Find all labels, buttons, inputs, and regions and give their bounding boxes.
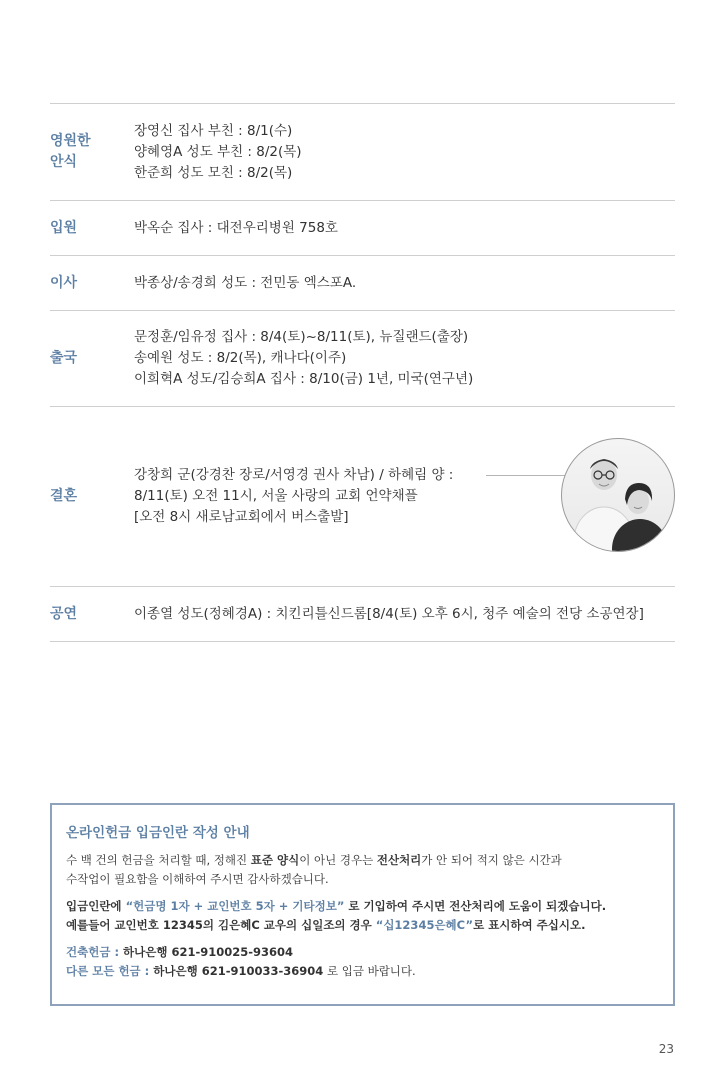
notice-highlight: “헌금명 1자 + 교인번호 5자 + 기타정보” — [125, 899, 345, 913]
spacer — [66, 889, 658, 897]
notice-paragraph — [66, 916, 658, 935]
account-number: 하나은행 621-910025-93604 — [123, 945, 294, 959]
couple-illustration — [562, 439, 674, 551]
row-label: 결혼 — [50, 488, 78, 504]
row-label: 영원한 안식 — [50, 133, 91, 170]
notice-title: 온라인헌금 입금인란 작성 안내 — [66, 825, 250, 841]
row-departure — [50, 311, 675, 407]
notice-paragraph — [66, 851, 658, 870]
notice-text-bold: 전산처리 — [376, 853, 422, 867]
notice-text-bold: 표준 양식 — [250, 853, 300, 867]
online-offering-notice — [50, 803, 675, 1006]
notice-text: 예를들어 교인번호 12345의 김은혜C 교우의 십일조의 경우 — [66, 918, 376, 932]
notice-text: 로 기입하여 주시면 전산처리에 도움이 되겠습니다. — [344, 899, 607, 913]
account-building-fund — [66, 943, 658, 962]
row-line: 이희혁A 성도/김승희A 집사 : 8/10(금) 1년, 미국(연구년) — [134, 371, 474, 387]
notice-paragraph — [66, 897, 658, 916]
church-news-table — [50, 103, 675, 642]
row-line: 장영신 집사 부친 : 8/1(수) — [134, 122, 293, 139]
connector-line — [486, 475, 566, 476]
row-content — [134, 218, 675, 239]
row-line: 문정훈/임유정 집사 : 8/4(토)~8/11(토), 뉴질랜드(출장) — [134, 329, 469, 345]
row-moving — [50, 256, 675, 311]
row-content — [134, 121, 675, 184]
row-line: 송예원 성도 : 8/2(목), 캐나다(이주) — [134, 350, 347, 366]
row-content — [134, 604, 675, 625]
account-number: 하나은행 621-910033-36904 — [153, 964, 324, 978]
notice-paragraph: 수작업이 필요함을 이해하여 주시면 감사하겠습니다. — [66, 872, 329, 886]
row-label: 입원 — [50, 219, 78, 236]
row-content — [134, 273, 675, 294]
row-hospitalization — [50, 201, 675, 256]
row-line: 양혜영A 성도 부친 : 8/2(목) — [134, 143, 302, 160]
row-line: 한준희 성도 모친 : 8/2(목) — [134, 164, 293, 181]
row-label: 이사 — [50, 274, 78, 291]
wedding-couple-photo — [561, 438, 675, 552]
row-line: [오전 8시 새로남교회에서 버스출발] — [134, 509, 349, 525]
row-rest-in-peace — [50, 104, 675, 201]
account-other-offerings — [66, 962, 658, 981]
row-line: 8/11(토) 오전 11시, 서울 사랑의 교회 언약채플 — [134, 488, 418, 504]
account-label: 건축헌금 : — [66, 945, 124, 959]
notice-text: 로 표시하여 주십시오. — [473, 918, 586, 932]
notice-text: 이 아닌 경우는 — [299, 853, 377, 867]
row-label: 출국 — [50, 350, 78, 366]
page-number: 23 — [658, 1042, 674, 1056]
notice-text: 로 입금 바랍니다. — [323, 964, 416, 978]
row-line: 강창희 군(강경찬 장로/서영경 권사 차남) / 하혜림 양 : — [134, 467, 454, 483]
row-line: 박종상/송경희 성도 : 전민동 엑스포A. — [134, 274, 357, 291]
row-performance — [50, 587, 675, 642]
notice-text: 가 안 되어 적지 않은 시간과 — [421, 853, 562, 867]
row-line: 이종열 성도(정혜경A) : 치킨리틀신드롬[8/4(토) 오후 6시, 청주 예술의 전당 소공연장] — [134, 605, 644, 622]
notice-text: 입금인란에 — [66, 899, 126, 913]
row-label: 공연 — [50, 605, 78, 622]
notice-highlight: “십12345은혜C” — [375, 918, 474, 932]
row-content — [134, 327, 675, 390]
spacer — [66, 935, 658, 943]
account-label: 다른 모든 헌금 : — [66, 964, 154, 978]
row-line: 박옥순 집사 : 대전우리병원 758호 — [134, 219, 338, 236]
notice-text: 수 백 건의 헌금을 처리할 때, 정해진 — [66, 853, 251, 867]
